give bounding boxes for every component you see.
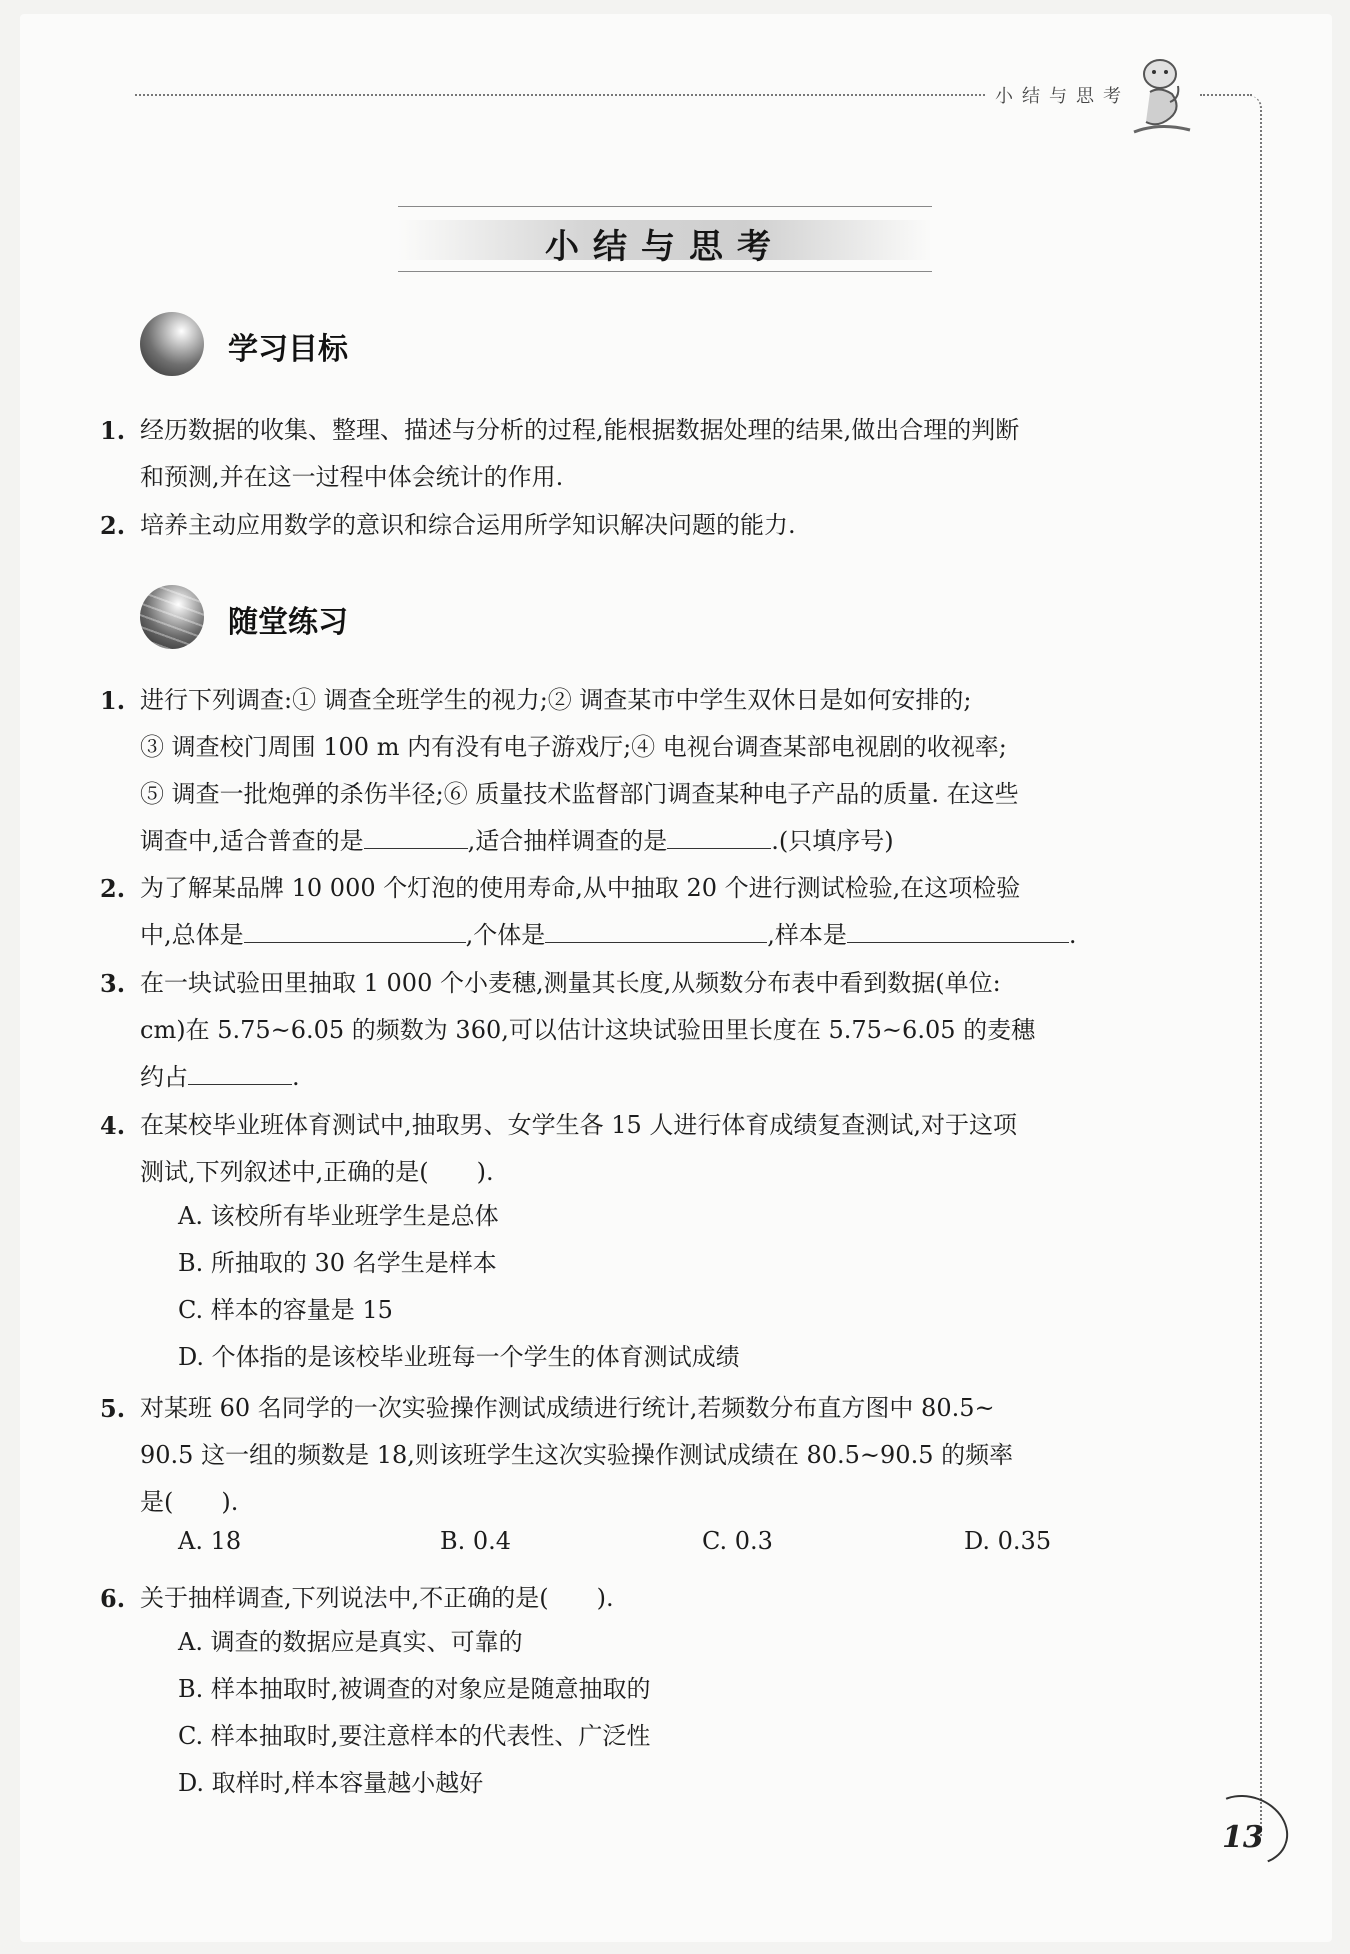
option-b[interactable]: B. 0.4 <box>440 1527 512 1555</box>
option-d[interactable]: D. 0.35 <box>964 1527 1052 1555</box>
question-1-line <box>140 818 1192 865</box>
option-d[interactable]: D. 取样时,样本容量越小越好 <box>178 1769 484 1797</box>
question-text: 关于抽样调查,下列说法中,不正确的是( ). <box>140 1584 614 1612</box>
item-number: 1. <box>100 416 126 445</box>
question-text: 中,总体是 <box>140 921 244 949</box>
question-text: .(只填序号) <box>771 827 894 855</box>
chapter-title-banner <box>398 206 932 272</box>
answer-blank[interactable] <box>244 914 466 943</box>
header-dotted-rule-right <box>1200 94 1252 96</box>
option-a[interactable]: A. 18 <box>178 1527 242 1555</box>
question-text: 调查中,适合普查的是 <box>140 827 364 855</box>
goal-item-1 <box>100 407 1192 454</box>
question-text: 测试,下列叙述中,正确的是( ). <box>140 1158 494 1186</box>
question-text: . <box>292 1063 300 1091</box>
question-1 <box>100 677 1192 724</box>
goal-text-line: 经历数据的收集、整理、描述与分析的过程,能根据数据处理的结果,做出合理的判断 <box>140 416 1020 444</box>
question-text: 90.5 这一组的频数是 18,则该班学生这次实验操作测试成绩在 80.5~90.5 的频率 <box>140 1441 1014 1469</box>
section-title: 学习目标 <box>228 332 348 367</box>
question-2 <box>100 865 1192 912</box>
header-dotted-rule <box>135 94 985 96</box>
option-c[interactable]: C. 样本抽取时,要注意样本的代表性、广泛性 <box>178 1722 651 1750</box>
option-c[interactable]: C. 0.3 <box>702 1527 773 1555</box>
answer-blank[interactable] <box>545 914 767 943</box>
question-text: . <box>1068 921 1077 949</box>
question-text: 约占 <box>140 1063 188 1091</box>
question-text: ,样本是 <box>767 921 847 949</box>
answer-blank[interactable] <box>667 820 771 849</box>
question-text: ⑤ 调查一批炮弹的杀伤半径;⑥ 质量技术监督部门调查某种电子产品的质量. 在这些 <box>140 780 1019 808</box>
question-2-line <box>140 912 1192 959</box>
option-b[interactable]: B. 样本抽取时,被调查的对象应是随意抽取的 <box>178 1675 651 1703</box>
question-4-line <box>140 1149 1192 1196</box>
goal-item-2 <box>100 502 1192 549</box>
question-5 <box>100 1385 1192 1432</box>
question-number: 6. <box>100 1584 126 1613</box>
question-4 <box>100 1102 1192 1149</box>
question-3-line <box>140 1054 1192 1101</box>
option-b[interactable]: B. 所抽取的 30 名学生是样本 <box>178 1249 497 1277</box>
question-text: 在某校毕业班体育测试中,抽取男、女学生各 15 人进行体育成绩复查测试,对于这项 <box>140 1111 1018 1139</box>
question-text: 在一块试验田里抽取 1 000 个小麦穗,测量其长度,从频数分布表中看到数据(单位: <box>140 969 1001 997</box>
option-a[interactable]: A. 该校所有毕业班学生是总体 <box>178 1202 499 1230</box>
question-number: 5. <box>100 1394 126 1423</box>
question-text: ③ 调查校门周围 100 m 内有没有电子游戏厅;④ 电视台调查某部电视剧的收视率; <box>140 733 1007 761</box>
question-number: 1. <box>100 686 126 715</box>
thinker-mascot-icon <box>1120 52 1200 140</box>
page-number: 13 <box>1222 1820 1264 1855</box>
question-number: 4. <box>100 1111 126 1140</box>
running-header-title: 小结与思考 <box>995 86 1130 107</box>
question-text: 是( ). <box>140 1488 239 1516</box>
option-c[interactable]: C. 样本的容量是 15 <box>178 1296 393 1324</box>
question-5-line <box>140 1432 1192 1479</box>
question-1-line <box>140 771 1192 818</box>
page-title: 小结与思考 <box>545 227 785 267</box>
question-1-line <box>140 724 1192 771</box>
question-text: cm)在 5.75~6.05 的频数为 360,可以估计这块试验田里长度在 5.75~6.05 的麦穗 <box>140 1016 1036 1044</box>
question-text: 为了解某品牌 10 000 个灯泡的使用寿命,从中抽取 20 个进行测试检验,在这项检验 <box>140 874 1021 902</box>
sphere-icon <box>140 312 204 376</box>
page-edge-dotted-border <box>1250 96 1262 1836</box>
question-number: 3. <box>100 969 126 998</box>
question-6 <box>100 1575 1192 1622</box>
globe-icon <box>140 585 204 649</box>
question-text: ,个体是 <box>465 921 546 949</box>
question-5-line <box>140 1479 1192 1526</box>
answer-blank[interactable] <box>188 1056 292 1085</box>
option-a[interactable]: A. 调查的数据应是真实、可靠的 <box>178 1628 523 1656</box>
section-title: 随堂练习 <box>228 605 348 640</box>
question-text: 对某班 60 名同学的一次实验操作测试成绩进行统计,若频数分布直方图中 80.5~ <box>140 1394 995 1422</box>
question-text: ,适合抽样调查的是 <box>467 827 668 855</box>
question-number: 2. <box>100 874 126 903</box>
goal-text-line: 和预测,并在这一过程中体会统计的作用. <box>140 463 564 491</box>
question-3-line <box>140 1007 1192 1054</box>
goal-item-1-cont <box>140 454 1192 501</box>
answer-blank[interactable] <box>847 914 1069 943</box>
item-number: 2. <box>100 511 126 540</box>
question-3 <box>100 960 1192 1007</box>
option-d[interactable]: D. 个体指的是该校毕业班每一个学生的体育测试成绩 <box>178 1343 740 1371</box>
question-text: 进行下列调查:① 调查全班学生的视力;② 调查某市中学生双休日是如何安排的; <box>140 686 972 714</box>
answer-blank[interactable] <box>364 820 468 849</box>
goal-text-line: 培养主动应用数学的意识和综合运用所学知识解决问题的能力. <box>140 511 796 539</box>
